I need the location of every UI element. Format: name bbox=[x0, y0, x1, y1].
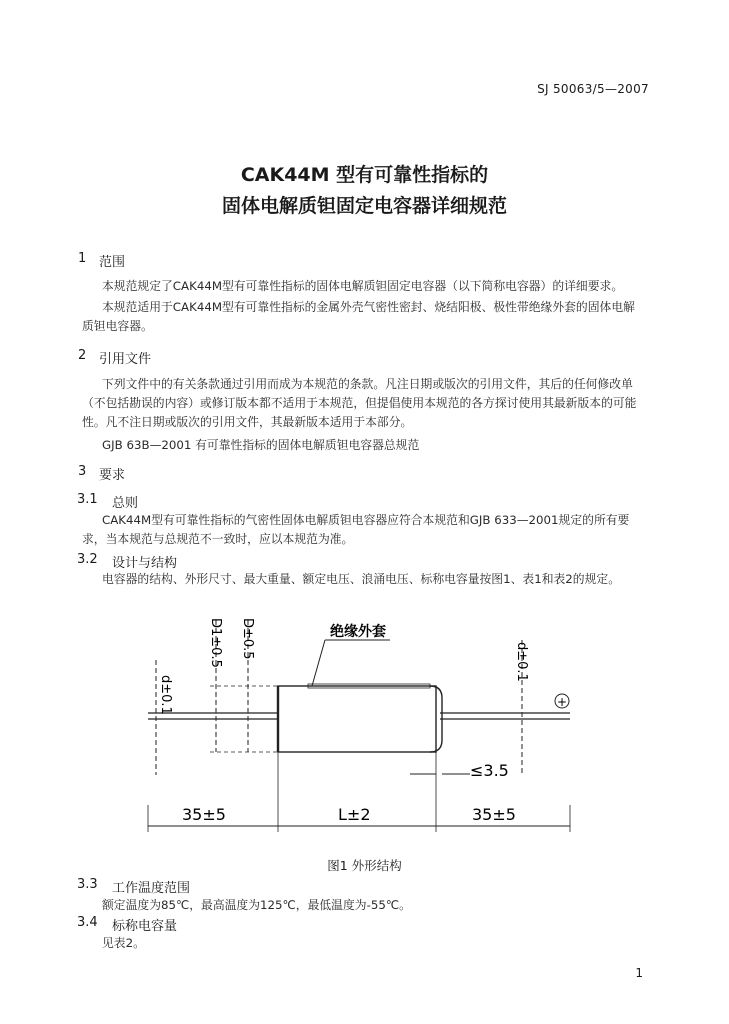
section-1-number: 1 bbox=[78, 251, 87, 266]
dim-D1-label: D1±0.5 bbox=[208, 618, 223, 668]
dim-d-right-label: d±0.1 bbox=[514, 642, 529, 682]
section-3-3-number: 3.3 bbox=[77, 877, 98, 892]
section-2-para-1: 下列文件中的有关条款通过引用而成为本规范的条款。凡注日期或版次的引用文件，其后的任何修改单（不包括勘误的内容）或修订版本都不适用于本规范，但提倡使用本规范的各方探讨使用其最新版本的可能性。凡不注日期或版次的引用文件，其最新版本适用于本部分。 bbox=[82, 377, 637, 429]
section-3-3-para: 额定温度为85℃，最高温度为125℃，最低温度为-55℃。 bbox=[102, 898, 411, 912]
dim-D-label: D±0.5 bbox=[240, 618, 255, 660]
section-3-3-heading: 工作温度范围 bbox=[112, 881, 191, 896]
document-title-line1: CAK44M 型有可靠性指标的 bbox=[240, 164, 489, 186]
page-number: 1 bbox=[635, 966, 643, 980]
section-2-number: 2 bbox=[78, 348, 87, 363]
dim-left-label: 35±5 bbox=[182, 805, 226, 824]
section-3-number: 3 bbox=[78, 464, 87, 479]
section-3-heading: 要求 bbox=[99, 468, 126, 483]
dim-mid-label: L±2 bbox=[338, 805, 371, 824]
section-3-2-para: 电容器的结构、外形尺寸、最大重量、额定电压、浪涌电压、标称电容量按图1、表1和表2的规定。 bbox=[102, 572, 620, 586]
section-3-2-number: 3.2 bbox=[77, 552, 98, 567]
section-3-1-number: 3.1 bbox=[77, 492, 98, 507]
section-3-4-heading: 标称电容量 bbox=[112, 919, 178, 934]
dim-le-label: ≤3.5 bbox=[470, 761, 509, 780]
section-3-4-para: 见表2。 bbox=[102, 936, 145, 950]
document-title-line2: 固体电解质钽固定电容器详细规范 bbox=[221, 195, 507, 217]
section-3-4-number: 3.4 bbox=[77, 915, 98, 930]
dim-right-label: 35±5 bbox=[472, 805, 516, 824]
section-3-2-heading: 设计与结构 bbox=[112, 556, 178, 571]
section-2-heading: 引用文件 bbox=[99, 352, 152, 367]
section-2-reference: GJB 63B—2001 有可靠性指标的固体电解质钽电容器总规范 bbox=[102, 438, 420, 452]
polarity-symbol: + bbox=[557, 695, 568, 709]
figure-caption: 图1 外形结构 bbox=[327, 858, 402, 873]
dim-d-left-label: d±0.1 bbox=[158, 675, 173, 715]
section-3-1-para: CAK44M型有可靠性指标的气密性固体电解质钽电容器应符合本规范和GJB 633—2001规定的所有要求，当本规范与总规范不一致时，应以本规范为准。 bbox=[82, 513, 630, 546]
section-1-heading: 范围 bbox=[99, 255, 126, 270]
section-1-para-1: 本规范规定了CAK44M型有可靠性指标的固体电解质钽固定电容器（以下简称电容器）的详细要求。 bbox=[102, 279, 624, 293]
outer-sleeve-label: 绝缘外套 bbox=[330, 624, 386, 640]
section-1-para-2: 本规范适用于CAK44M型有可靠性指标的金属外壳气密性密封、烧结阳极、极性带绝缘外套的固体电解质钽电容器。 bbox=[82, 300, 635, 333]
section-3-1-heading: 总则 bbox=[112, 496, 139, 511]
standard-number: SJ 50063/5—2007 bbox=[537, 82, 649, 96]
outline-figure bbox=[130, 600, 590, 840]
capacitor-body bbox=[278, 686, 436, 752]
